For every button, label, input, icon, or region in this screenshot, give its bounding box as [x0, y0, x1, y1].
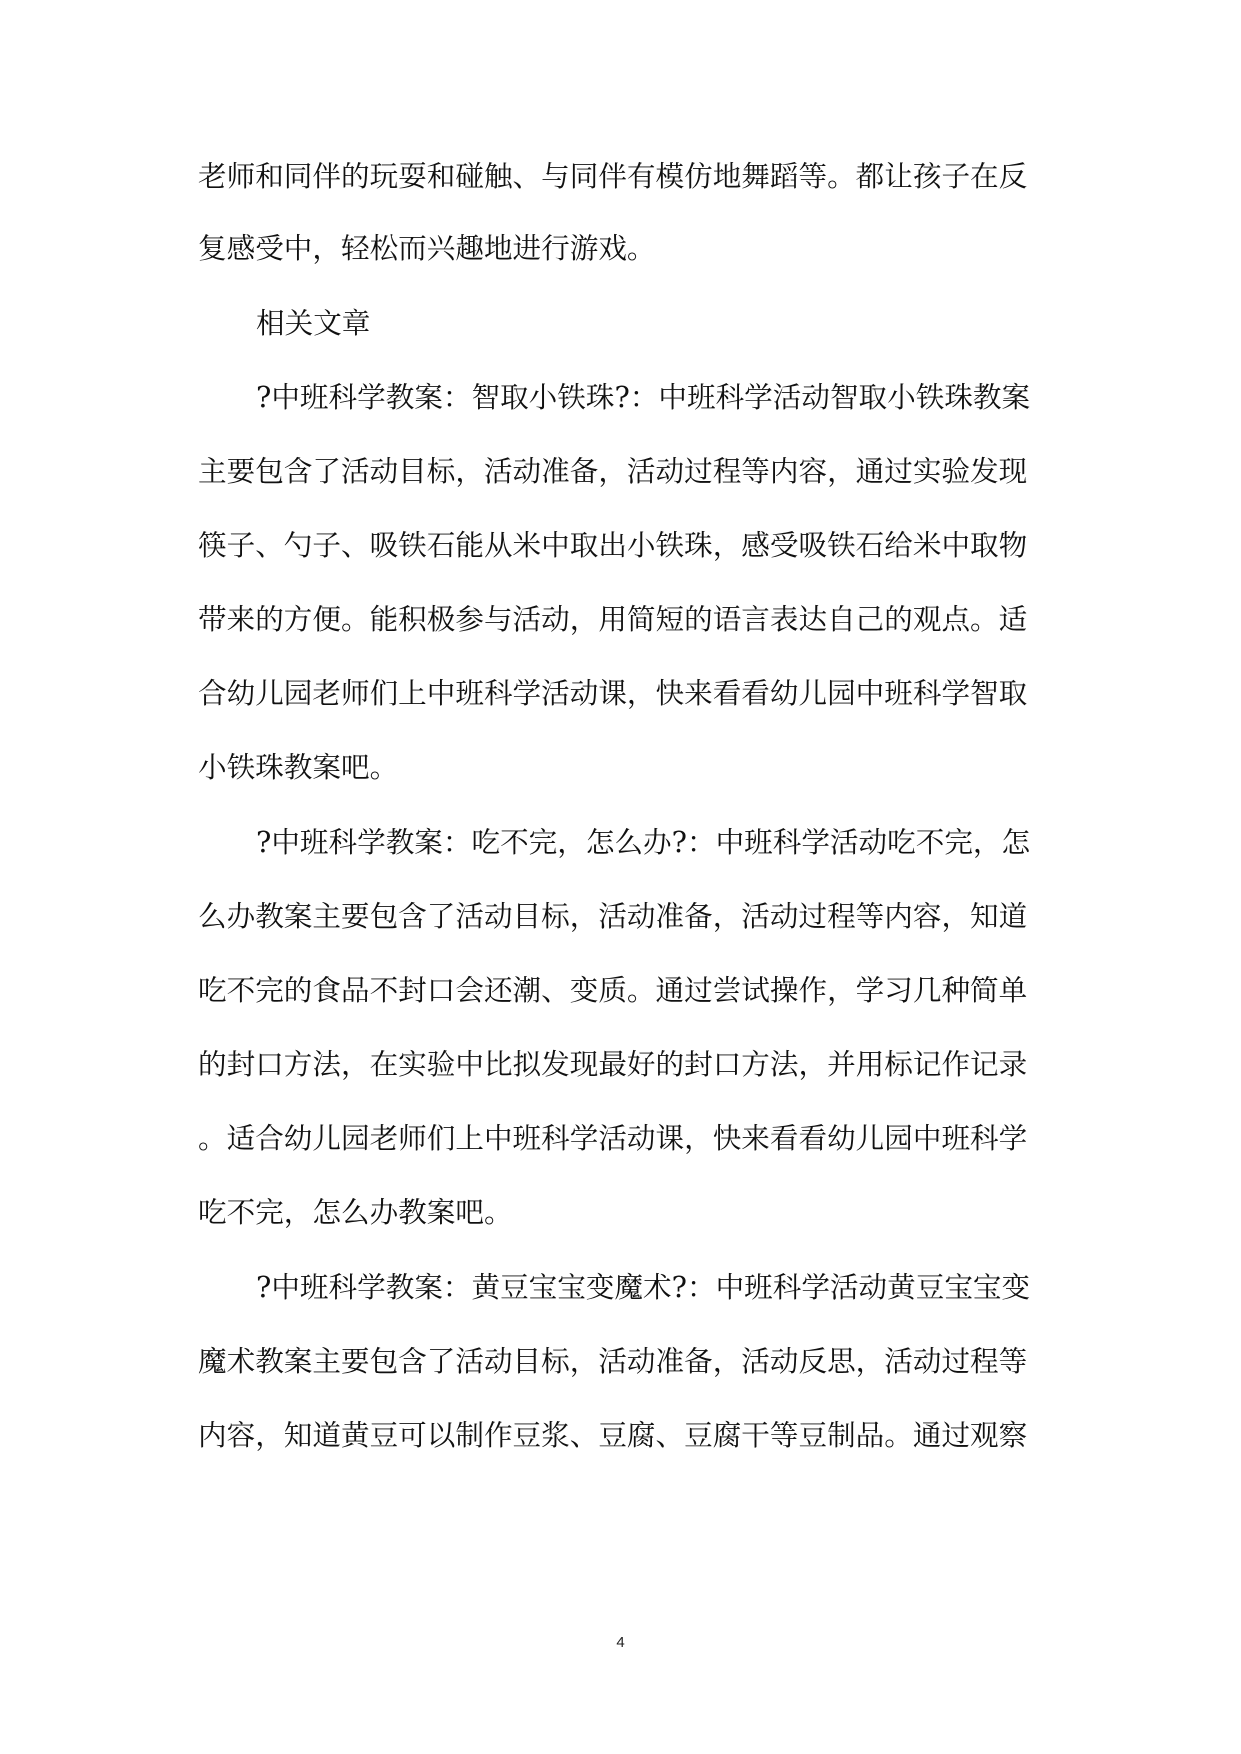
body-text-line: 老师和同伴的玩耍和碰触、与同伴有模仿地舞蹈等。都让孩子在反 — [198, 159, 1028, 193]
related-article-line: 筷子、勺子、吸铁石能从米中取出小铁珠，感受吸铁石给米中取物 — [198, 528, 1028, 562]
related-article-line: 吃不完的食品不封口会还潮、变质。通过尝试操作，学习几种简单 — [198, 973, 1028, 1007]
related-article-line: 小铁珠教案吧。 — [198, 750, 399, 784]
page-number: 4 — [616, 1634, 625, 1651]
related-article-line: 主要包含了活动目标，活动准备，活动过程等内容，通过实验发现 — [198, 454, 1028, 488]
related-article-line: 么办教案主要包含了活动目标，活动准备，活动过程等内容，知道 — [198, 899, 1028, 933]
related-articles-heading: 相关文章 — [256, 306, 371, 340]
related-article-line: 内容，知道黄豆可以制作豆浆、豆腐、豆腐干等豆制品。通过观察 — [198, 1418, 1028, 1452]
related-article-line: ?中班科学教案：黄豆宝宝变魔术?：中班科学活动黄豆宝宝变 — [256, 1270, 1031, 1304]
body-text-line: 复感受中，轻松而兴趣地进行游戏。 — [198, 231, 656, 265]
related-article-line: 合幼儿园老师们上中班科学活动课，快来看看幼儿园中班科学智取 — [198, 676, 1028, 710]
related-article-line: ?中班科学教案：吃不完，怎么办?：中班科学活动吃不完，怎 — [256, 825, 1031, 859]
related-article-line: 吃不完，怎么办教案吧。 — [198, 1195, 513, 1229]
related-article-line: 带来的方便。能积极参与活动，用简短的语言表达自己的观点。适 — [198, 602, 1028, 636]
related-article-line: 。适合幼儿园老师们上中班科学活动课，快来看看幼儿园中班科学 — [198, 1121, 1028, 1155]
related-article-line: 魔术教案主要包含了活动目标，活动准备，活动反思，活动过程等 — [198, 1344, 1028, 1378]
related-article-line: ?中班科学教案：智取小铁珠?：中班科学活动智取小铁珠教案 — [256, 380, 1031, 414]
related-article-line: 的封口方法，在实验中比拟发现最好的封口方法，并用标记作记录 — [198, 1047, 1028, 1081]
